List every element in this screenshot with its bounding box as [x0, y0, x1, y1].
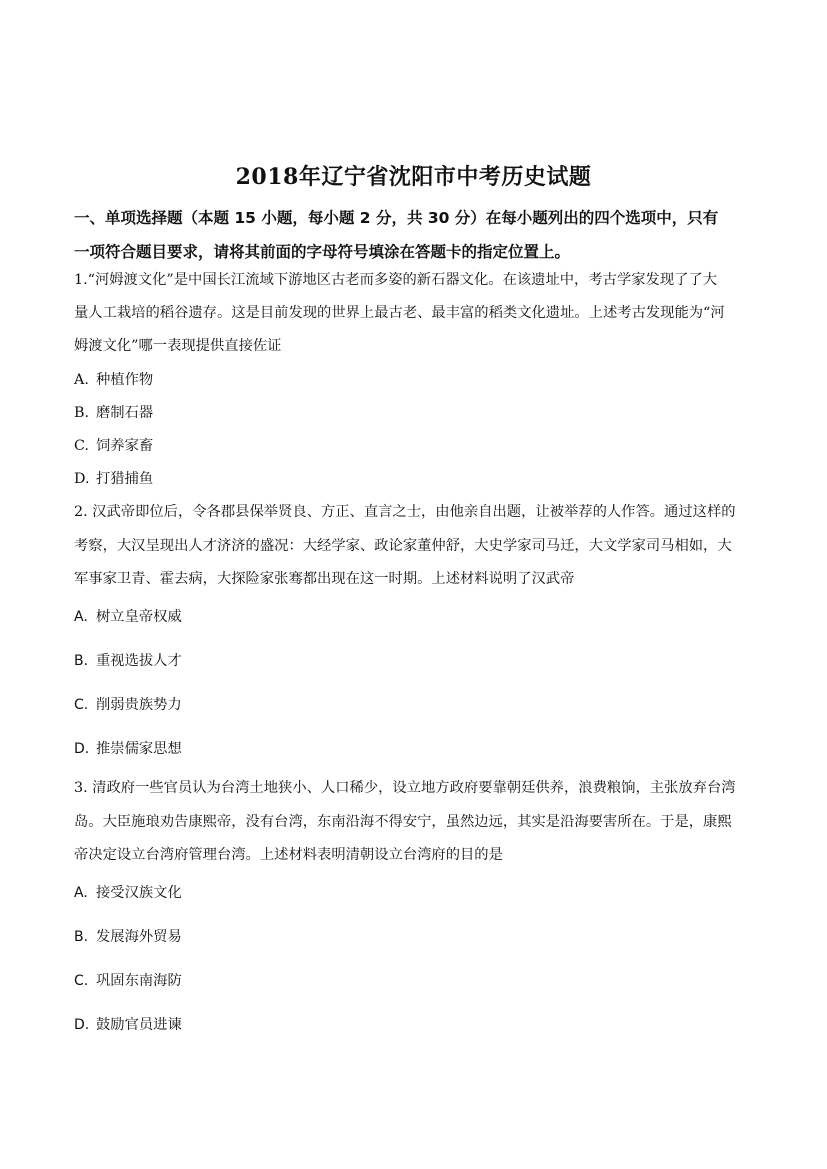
question-3-option-b[interactable]	[74, 927, 182, 947]
question-2-option-d[interactable]	[74, 739, 182, 759]
question-2-option-b[interactable]	[74, 651, 182, 671]
option-text: 树立皇帝权威	[96, 609, 182, 625]
question-1-option-d[interactable]	[74, 469, 153, 489]
question-3-option-a[interactable]	[74, 883, 182, 903]
question-1-stem-line: 姆渡文化”哪一表现提供直接佐证	[74, 338, 282, 354]
option-text: 打猎捕鱼	[96, 471, 154, 487]
option-text: 接受汉族文化	[96, 885, 182, 901]
option-letter: A.	[74, 609, 88, 625]
option-letter: C.	[74, 973, 89, 989]
option-text: 发展海外贸易	[96, 929, 182, 945]
option-letter: C.	[74, 697, 89, 713]
option-text: 鼓励官员进谏	[96, 1017, 182, 1033]
section-instructions-line: 一项符合题目要求，请将其前面的字母符号填涂在答题卡的指定位置上。	[74, 243, 571, 261]
option-text: 削弱贵族势力	[96, 697, 182, 713]
option-text: 巩固东南海防	[96, 973, 182, 989]
option-letter: C.	[74, 438, 89, 454]
question-3-stem-line: 3. 清政府一些官员认为台湾土地狭小、人口稀少，设立地方政府要靠朝廷供养，浪费粮饷，主张放弃台湾	[74, 780, 736, 796]
question-3-option-c[interactable]	[74, 971, 182, 991]
option-letter: D.	[74, 471, 90, 487]
option-text: 种植作物	[96, 372, 154, 388]
question-2-option-a[interactable]	[74, 607, 182, 627]
option-letter: A.	[74, 372, 89, 388]
question-2-stem-line: 考察，大汉呈现出人才济济的盛况：大经学家、政论家董仲舒，大史学家司马迁，大文学家司马相如，大	[74, 538, 732, 554]
option-text: 重视选拔人才	[96, 653, 182, 669]
option-letter: B.	[74, 929, 89, 945]
question-1-option-c[interactable]	[74, 436, 153, 456]
question-1-stem-line: 量人工栽培的稻谷遗存。这是目前发现的世界上最古老、最丰富的稻类文化遗址。上述考古发现能为“河	[74, 305, 725, 321]
option-text: 推崇儒家思想	[96, 741, 182, 757]
question-3-stem-line: 帝决定设立台湾府管理台湾。上述材料表明清朝设立台湾府的目的是	[74, 847, 503, 863]
option-letter: B.	[74, 405, 90, 421]
option-letter: D.	[74, 741, 90, 757]
question-1-option-a[interactable]	[74, 370, 153, 390]
question-3-option-d[interactable]	[74, 1015, 182, 1035]
question-2-stem-line: 2. 汉武帝即位后，令各郡县保举贤良、方正、直言之士，由他亲自出题，让被举荐的人作答。通过这样的	[74, 504, 736, 520]
option-letter: D.	[74, 1017, 90, 1033]
question-2-stem-line: 军事家卫青、霍去病，大探险家张骞都出现在这一时期。上述材料说明了汉武帝	[74, 571, 575, 587]
option-text: 饲养家畜	[96, 438, 154, 454]
option-letter: A.	[74, 885, 88, 901]
question-1-stem-line: 1.“河姆渡文化”是中国长江流域下游地区古老而多姿的新石器文化。在该遗址中，考古学家发现了了大	[74, 272, 718, 288]
question-1-option-b[interactable]	[74, 403, 153, 423]
question-2-option-c[interactable]	[74, 695, 182, 715]
section-instructions	[74, 201, 754, 269]
section-instructions-line: 一、单项选择题（本题 15 小题，每小题 2 分，共 30 分）在每小题列出的四个选项中，只有	[74, 209, 719, 227]
question-3-stem-line: 岛。大臣施琅劝告康熙帝，没有台湾，东南沿海不得安宁，虽然边远，其实是沿海要害所在。于是，康熙	[74, 814, 732, 830]
option-text: 磨制石器	[96, 405, 154, 421]
option-letter: B.	[74, 653, 89, 669]
page-title: 2018年辽宁省沈阳市中考历史试题	[235, 164, 592, 190]
